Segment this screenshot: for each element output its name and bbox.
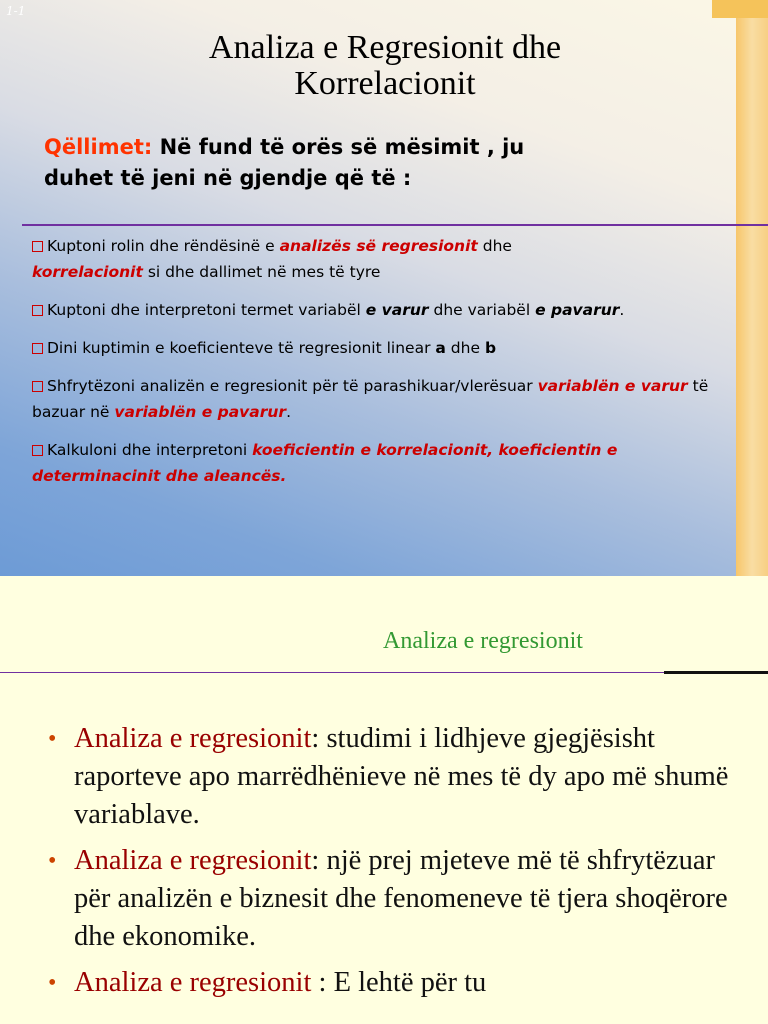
coefficient-a: a <box>435 339 446 357</box>
highlight-term: koeficientin e korrelacionit, koeficientin e determinacinit dhe aleancës <box>32 441 618 485</box>
checkbox-icon <box>32 241 43 252</box>
definition-text: : një prej mjeteve më të shfrytëzuar për analizën e biznesit dhe fenomeneve të tjera shoqërore dhe ekonomike. <box>74 845 728 952</box>
objective-text: si dhe dallimet në mes të tyre <box>142 263 381 281</box>
objective-text: Kuptoni rolin dhe rëndësinë e <box>47 237 280 255</box>
objectives-list <box>32 233 722 501</box>
objective-text: dhe <box>477 237 512 255</box>
divider-line <box>0 672 664 673</box>
title-line-1: Analiza e Regresionit dhe <box>208 29 562 66</box>
divider-line <box>22 224 768 226</box>
slide-title <box>0 30 768 102</box>
objective-text: Kalkuloni dhe interpretoni <box>47 441 253 459</box>
bullet-icon: • <box>48 848 57 874</box>
bullet-icon: • <box>48 970 57 996</box>
slide-2 <box>0 576 768 1024</box>
coefficient-b: b <box>484 339 497 357</box>
definition-term: Analiza e regresionit <box>74 723 312 754</box>
objective-item <box>32 335 722 361</box>
bullet-icon: • <box>48 726 57 752</box>
objective-text: . <box>619 301 625 319</box>
emphasis-term: e varur <box>365 301 429 319</box>
title-line-2: Korrelacionit <box>294 65 476 102</box>
objective-item <box>32 233 722 285</box>
list-item <box>44 964 744 1002</box>
divider-line-thick <box>664 671 768 674</box>
highlight-term: analizës së regresionit <box>279 237 478 255</box>
gold-corner-decoration <box>712 0 768 18</box>
highlight-term: korrelacionit <box>32 263 143 281</box>
checkbox-icon <box>32 305 43 316</box>
definition-text: : studimi i lidhjeve gjegjësisht raporteve apo marrëdhënieve në mes të dy apo më shumë variablave. <box>74 723 729 830</box>
objectives-intro <box>44 132 684 194</box>
objective-text: Dini kuptimin e koeficienteve të regresionit linear <box>47 339 436 357</box>
objectives-text-2: duhet të jeni në gjendje që të : <box>44 166 412 190</box>
list-item <box>44 720 744 834</box>
emphasis-term: e pavarur <box>535 301 620 319</box>
objective-text: të bazuar në <box>32 377 709 421</box>
objective-item <box>32 373 722 425</box>
checkbox-icon <box>32 343 43 354</box>
highlight-term: variablën e pavarur <box>114 403 287 421</box>
objectives-label: Qëllimet: <box>44 135 153 159</box>
checkbox-icon <box>32 445 43 456</box>
definition-text: : E lehtë për tu <box>311 967 487 998</box>
objective-item <box>32 297 722 323</box>
checkbox-icon <box>32 381 43 392</box>
slide-number: 1-1 <box>6 4 26 18</box>
objective-text: Kuptoni dhe interpretoni termet variabël <box>47 301 366 319</box>
objective-text: . <box>280 467 287 485</box>
definition-term: Analiza e regresionit <box>74 845 312 876</box>
objectives-text-1: Në fund të orës së mësimit , ju <box>152 135 525 159</box>
objective-text: dhe <box>445 339 485 357</box>
objective-text: Shfrytëzoni analizën e regresionit për të parashikuar/vlerësuar <box>47 377 538 395</box>
definition-term: Analiza e regresionit <box>74 967 312 998</box>
slide-subtitle: Analiza e regresionit <box>383 628 583 654</box>
objective-item <box>32 437 722 489</box>
objective-text: . <box>286 403 292 421</box>
list-item <box>44 842 744 956</box>
highlight-term: variablën e varur <box>537 377 688 395</box>
objective-text: dhe variabël <box>428 301 536 319</box>
definition-list <box>44 720 744 1010</box>
